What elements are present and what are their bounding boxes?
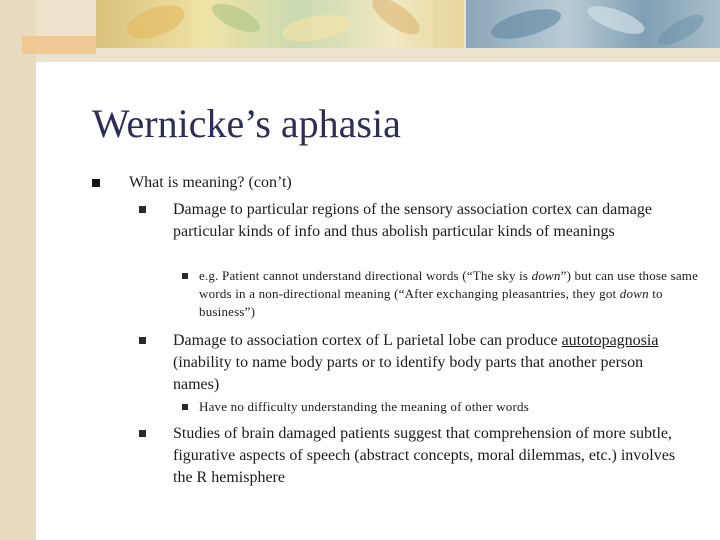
bullet-level2: Damage to particular regions of the sensory association cortex can damage particular kinds of info and thus abolish particular kinds of meanings bbox=[173, 201, 652, 240]
bullet-square-icon bbox=[139, 430, 146, 437]
bullet-level3: Have no difficulty understanding the meaning of other words bbox=[199, 399, 529, 414]
paper-margin bbox=[0, 0, 36, 540]
bullet-level2: Studies of brain damaged patients suggest that comprehension of more subtle, figurative aspects of speech (abstract concepts, moral dilemmas, etc.) involves the R hemisphere bbox=[173, 425, 676, 486]
bullet-square-icon bbox=[139, 206, 146, 213]
decorative-leaf-banner bbox=[96, 0, 464, 48]
decorative-leaf-banner-blue bbox=[466, 0, 720, 48]
bullet-square-icon bbox=[139, 337, 146, 344]
term-autotopagnosia: autotopagnosia bbox=[561, 332, 659, 349]
bullet-square-icon bbox=[182, 404, 188, 410]
bullet-square-icon bbox=[182, 273, 188, 279]
bullet-level1: What is meaning? (con’t) bbox=[129, 174, 292, 191]
slide-title: Wernicke’s aphasia bbox=[92, 101, 401, 146]
bullet-level2: Damage to association cortex of L parietal lobe can produce autotopagnosia (inability to name body parts or to identify body parts that another person names) bbox=[173, 332, 659, 393]
decorative-tab bbox=[22, 36, 96, 54]
bullet-level3: e.g. Patient cannot understand directional words (“The sky is down”) but can use those same words in a non-directional meaning (“After exchanging pleasantries, they got down to business”) bbox=[199, 268, 699, 319]
bullet-square-icon bbox=[92, 179, 100, 187]
